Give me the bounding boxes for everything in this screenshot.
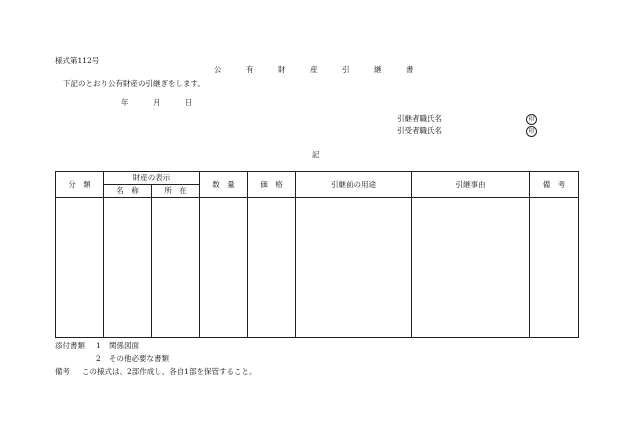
- header-price: 価 格: [248, 172, 296, 198]
- cell-location[interactable]: [152, 198, 200, 338]
- title-char: 産: [310, 65, 318, 74]
- title-char: 財: [278, 65, 286, 74]
- title-char: 書: [406, 65, 414, 74]
- header-prev-use: 引継前の用途: [296, 172, 412, 198]
- handover-person-label: 引継者職氏名: [397, 114, 442, 123]
- header-remarks: 備 考: [530, 172, 579, 198]
- attachment-1-number: 1: [96, 341, 101, 350]
- title-char: 継: [374, 65, 382, 74]
- form-number: 様式第112号: [55, 56, 100, 65]
- cell-reason[interactable]: [412, 198, 530, 338]
- seal-mark: [526, 126, 537, 137]
- cell-quantity[interactable]: [200, 198, 248, 338]
- header-quantity: 数 量: [200, 172, 248, 198]
- date-year: 年: [121, 98, 129, 107]
- attachment-2-text: その他必要な書類: [109, 354, 169, 363]
- seal-icon: 印: [526, 126, 537, 137]
- cell-price[interactable]: [248, 198, 296, 338]
- header-property-display: 財産の表示: [104, 172, 200, 185]
- title-char: 公: [214, 65, 222, 74]
- cell-remarks[interactable]: [530, 198, 579, 338]
- remark-text: この様式は、2部作成し、各自1部を保管すること。: [82, 367, 257, 376]
- attachments-label: 添付書類: [55, 341, 85, 350]
- document-title: [214, 66, 438, 74]
- seal-mark: [526, 114, 537, 125]
- cell-prev-use[interactable]: [296, 198, 412, 338]
- attachment-1-text: 関係図面: [109, 341, 139, 350]
- receiver-person-label: 引受者職氏名: [397, 126, 442, 135]
- header-category: 分 類: [56, 172, 104, 198]
- date-month: 月: [153, 98, 161, 107]
- cell-name[interactable]: [104, 198, 152, 338]
- ki-label: 記: [312, 150, 320, 159]
- attachment-2-number: 2: [96, 354, 101, 363]
- remark-label: 備考: [55, 367, 70, 376]
- property-table: [55, 171, 579, 338]
- title-char: 引: [342, 65, 350, 74]
- intro-text: 下記のとおり公有財産の引継ぎをします。: [63, 79, 205, 88]
- header-name: 名 称: [104, 185, 152, 198]
- header-reason: 引継事由: [412, 172, 530, 198]
- seal-icon: 印: [526, 114, 537, 125]
- date-day: 日: [185, 98, 193, 107]
- cell-category[interactable]: [56, 198, 104, 338]
- title-char: 有: [246, 65, 254, 74]
- header-location: 所 在: [152, 185, 200, 198]
